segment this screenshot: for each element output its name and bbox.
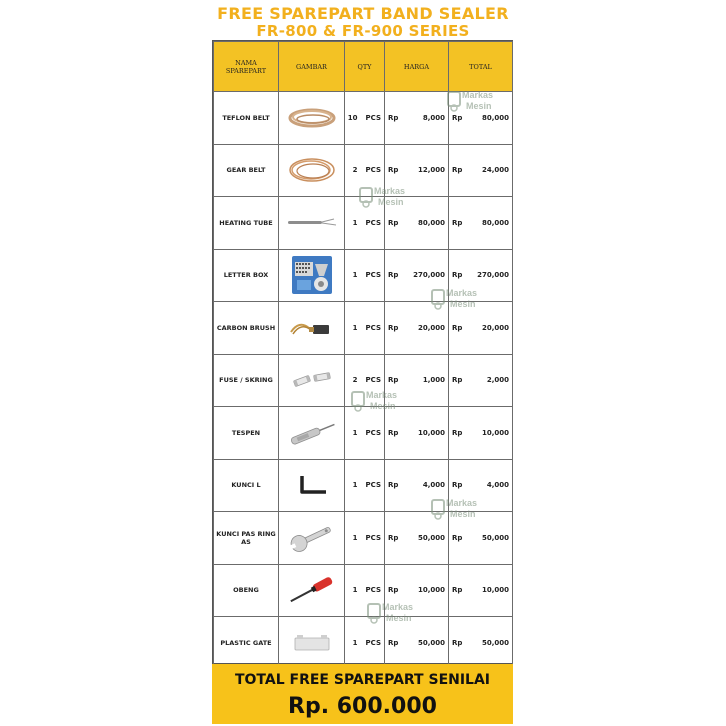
item-name: CARBON BRUSH: [214, 302, 279, 355]
price-currency: Rp: [388, 638, 399, 647]
item-picture: [279, 249, 345, 302]
item-picture: [279, 144, 345, 197]
item-qty: 1: [352, 323, 358, 332]
item-qty: 1: [352, 586, 358, 595]
item-price: 80,000: [417, 218, 445, 227]
item-picture: [279, 459, 345, 512]
item-picture: [279, 354, 345, 407]
item-price: 20,000: [417, 323, 445, 332]
col-header-qty: QTY: [345, 42, 385, 92]
watermark-logo: [366, 598, 428, 626]
heating-tube-icon: [284, 213, 340, 233]
item-price: 50,000: [417, 638, 445, 647]
page-subtitle: FR-800 & FR-900 SERIES: [256, 22, 470, 40]
item-name: HEATING TUBE: [214, 197, 279, 250]
item-qty: 1: [352, 428, 358, 437]
table-header-row: [214, 42, 513, 92]
item-price: 10,000: [417, 586, 445, 595]
item-unit: PCS: [365, 638, 381, 647]
total-amount: Rp. 600.000: [288, 694, 437, 719]
item-total: 50,000: [481, 638, 509, 647]
item-qty: 1: [352, 533, 358, 542]
total-currency: Rp: [452, 428, 463, 437]
watermark-line1: Markas: [446, 288, 478, 298]
item-picture: [279, 512, 345, 565]
total-currency: Rp: [452, 586, 463, 595]
teflon-belt-icon: [287, 105, 337, 131]
watermark-line2: Mesin: [370, 401, 396, 411]
item-price: 10,000: [417, 428, 445, 437]
item-unit: PCS: [365, 271, 381, 280]
item-total: 80,000: [481, 113, 509, 122]
watermark-line2: Mesin: [450, 299, 476, 309]
watermark-line2: Mesin: [378, 197, 404, 207]
item-qty: 2: [352, 166, 358, 175]
price-currency: Rp: [388, 113, 399, 122]
table-row: [214, 617, 513, 670]
watermark-line2: Mesin: [466, 101, 492, 111]
item-name: OBENG: [214, 564, 279, 617]
item-name: KUNCI PAS RING AS: [214, 512, 279, 565]
total-currency: Rp: [452, 166, 463, 175]
item-total: 24,000: [481, 166, 509, 175]
item-price: 12,000: [417, 166, 445, 175]
sparepart-table-sheet: [212, 40, 513, 664]
item-unit: PCS: [365, 428, 381, 437]
total-currency: Rp: [452, 533, 463, 542]
plastic-gate-icon: [287, 630, 337, 656]
item-name: TEFLON BELT: [214, 92, 279, 145]
watermark-line1: Markas: [382, 602, 414, 612]
tespen-icon: [284, 418, 340, 448]
item-name: LETTER BOX: [214, 249, 279, 302]
item-picture: [279, 564, 345, 617]
col-header-harga: HARGA: [385, 42, 449, 92]
item-total: 80,000: [481, 218, 509, 227]
item-picture: [279, 197, 345, 250]
item-picture: [279, 92, 345, 145]
item-picture: [279, 617, 345, 670]
item-total: 2,000: [486, 376, 509, 385]
item-name: PLASTIC GATE: [214, 617, 279, 670]
item-name: GEAR BELT: [214, 144, 279, 197]
item-picture: [279, 302, 345, 355]
col-header-total: TOTAL: [449, 42, 513, 92]
gear-belt-icon: [287, 155, 337, 185]
fuse-icon: [290, 367, 334, 393]
item-total: 270,000: [477, 271, 509, 280]
watermark-logo: [350, 386, 412, 414]
letter-box-icon: [290, 254, 334, 296]
item-total: 50,000: [481, 533, 509, 542]
table-row: [214, 564, 513, 617]
total-currency: Rp: [452, 638, 463, 647]
watermark-line2: Mesin: [386, 613, 412, 623]
total-currency: Rp: [452, 481, 463, 490]
item-picture: [279, 407, 345, 460]
price-currency: Rp: [388, 428, 399, 437]
total-currency: Rp: [452, 323, 463, 332]
item-price: 8,000: [422, 113, 445, 122]
watermark-line1: Markas: [374, 186, 406, 196]
item-unit: PCS: [365, 323, 381, 332]
item-unit: PCS: [365, 376, 381, 385]
item-price: 270,000: [413, 271, 445, 280]
item-total: 20,000: [481, 323, 509, 332]
page-title: FREE SPAREPART BAND SEALER: [217, 4, 509, 23]
col-header-gambar: GAMBAR: [279, 42, 345, 92]
item-name: TESPEN: [214, 407, 279, 460]
item-qty: 10: [347, 113, 358, 122]
watermark-logo: [430, 284, 492, 312]
screwdriver-icon: [284, 575, 340, 605]
sparepart-table: [213, 41, 513, 670]
item-total: 10,000: [481, 428, 509, 437]
watermark-logo: [430, 494, 492, 522]
watermark-line1: Markas: [366, 390, 398, 400]
item-qty: 1: [352, 638, 358, 647]
price-currency: Rp: [388, 166, 399, 175]
item-unit: PCS: [365, 166, 381, 175]
item-price: 1,000: [422, 376, 445, 385]
col-header-nama: NAMA SPAREPART: [214, 42, 279, 92]
price-currency: Rp: [388, 271, 399, 280]
price-currency: Rp: [388, 376, 399, 385]
item-total: 4,000: [486, 481, 509, 490]
total-label: TOTAL FREE SPAREPART SENILAI: [234, 672, 491, 688]
price-currency: Rp: [388, 323, 399, 332]
watermark-logo: [358, 182, 420, 210]
watermark-line2: Mesin: [450, 509, 476, 519]
item-name: KUNCI L: [214, 459, 279, 512]
item-unit: PCS: [365, 481, 381, 490]
kunci-l-icon: [292, 472, 332, 498]
price-currency: Rp: [388, 586, 399, 595]
watermark-line1: Markas: [446, 498, 478, 508]
total-currency: Rp: [452, 271, 463, 280]
price-currency: Rp: [388, 533, 399, 542]
total-currency: Rp: [452, 376, 463, 385]
table-row: [214, 407, 513, 460]
item-unit: PCS: [365, 218, 381, 227]
total-currency: Rp: [452, 113, 463, 122]
item-qty: 1: [352, 271, 358, 280]
total-banner: [212, 664, 513, 724]
item-unit: PCS: [365, 533, 381, 542]
price-currency: Rp: [388, 481, 399, 490]
item-qty: 1: [352, 481, 358, 490]
item-price: 50,000: [417, 533, 445, 542]
item-qty: 1: [352, 218, 358, 227]
item-total: 10,000: [481, 586, 509, 595]
item-qty: 2: [352, 376, 358, 385]
wrench-icon: [284, 521, 340, 555]
item-price: 4,000: [422, 481, 445, 490]
watermark-logo: [446, 86, 508, 114]
item-unit: PCS: [365, 113, 381, 122]
total-currency: Rp: [452, 218, 463, 227]
carbon-brush-icon: [287, 316, 337, 340]
watermark-line1: Markas: [462, 90, 494, 100]
item-name: FUSE / SKRING: [214, 354, 279, 407]
item-unit: PCS: [365, 586, 381, 595]
price-currency: Rp: [388, 218, 399, 227]
